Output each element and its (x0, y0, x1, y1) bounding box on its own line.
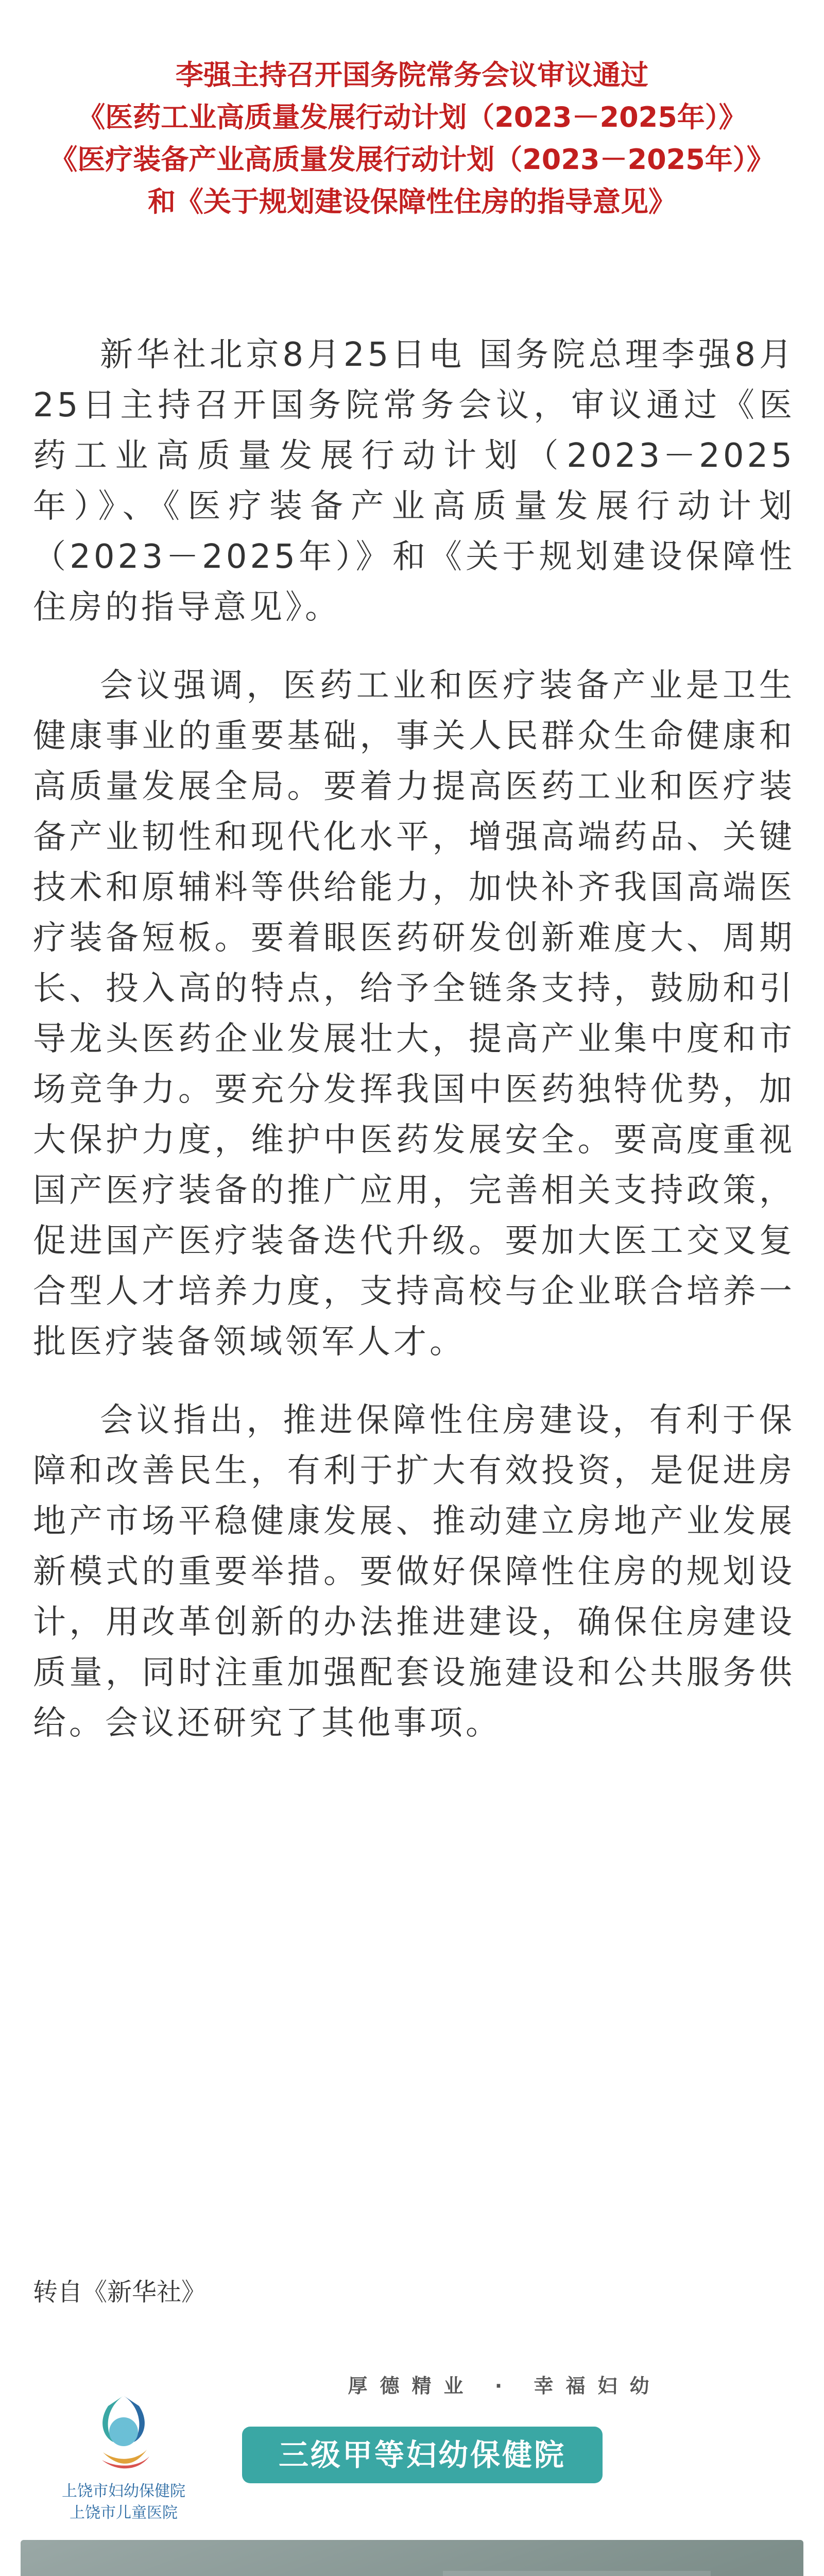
article-body (33, 330, 795, 1776)
title-line-4: 和《关于规划建设保障性住房的指导意见》 (148, 185, 676, 218)
title-line-3: 《医疗装备产业高质量发展行动计划（2023－2025年）》 (49, 143, 775, 176)
hospital-slogan: 厚德精业 · 幸福妇幼 (348, 2375, 662, 2397)
hospital-banner (0, 2349, 824, 2576)
article-paragraph-3: 会议指出，推进保障性住房建设，有利于保障和改善民生，有利于扩大有效投资，是促进房地产市场平稳健康发展、推动建立房地产业发展新模式的重要举措。要做好保障性住房的规划设计，用改革创新的办法推进建设，确保住房建设质量，同时注重加强配套设施建设和公共服务供给。会议还研究了其他事项。 (33, 1401, 795, 1742)
article-source: 转自《新华社》 (33, 2278, 207, 2307)
logo-name-1: 上饶市妇幼保健院 (62, 2482, 185, 2500)
title-line-2: 《医药工业高质量发展行动计划（2023－2025年）》 (77, 101, 747, 133)
hospital-logo-icon (88, 2391, 160, 2473)
logo-name-2: 上饶市儿童医院 (70, 2504, 178, 2522)
hospital-logo (31, 2391, 216, 2524)
title-line-1: 李强主持召开国务院常务会议审议通过 (176, 59, 648, 91)
hospital-info-panel (21, 2540, 803, 2576)
article-paragraph-1: 新华社北京8月25日电 国务院总理李强8月25日主持召开国务院常务会议，审议通过《医药工业高质量发展行动计划（2023－2025年）》、《医疗装备产业高质量发展行动计划（2023－2025年）》和《关于规划建设保障性住房的指导意见》。 (33, 336, 795, 626)
hospital-level-badge: 三级甲等妇幼保健院 (242, 2427, 603, 2483)
building-shape (443, 2571, 711, 2576)
article-paragraph-2: 会议强调，医药工业和医疗装备产业是卫生健康事业的重要基础，事关人民群众生命健康和高质量发展全局。要着力提高医药工业和医疗装备产业韧性和现代化水平，增强高端药品、关键技术和原辅料等供给能力，加快补齐我国高端医疗装备短板。要着眼医药研发创新难度大、周期长、投入高的特点，给予全链条支持，鼓励和引导龙头医药企业发展壮大，提高产业集中度和市场竞争力。要充分发挥我国中医药独特优势，加大保护力度，维护中医药发展安全。要高度重视国产医疗装备的推广应用，完善相关支持政策，促进国产医疗装备迭代升级。要加大医工交叉复合型人才培养力度，支持高校与企业联合培养一批医疗装备领域领军人才。 (33, 667, 795, 1361)
article-title (0, 54, 824, 223)
